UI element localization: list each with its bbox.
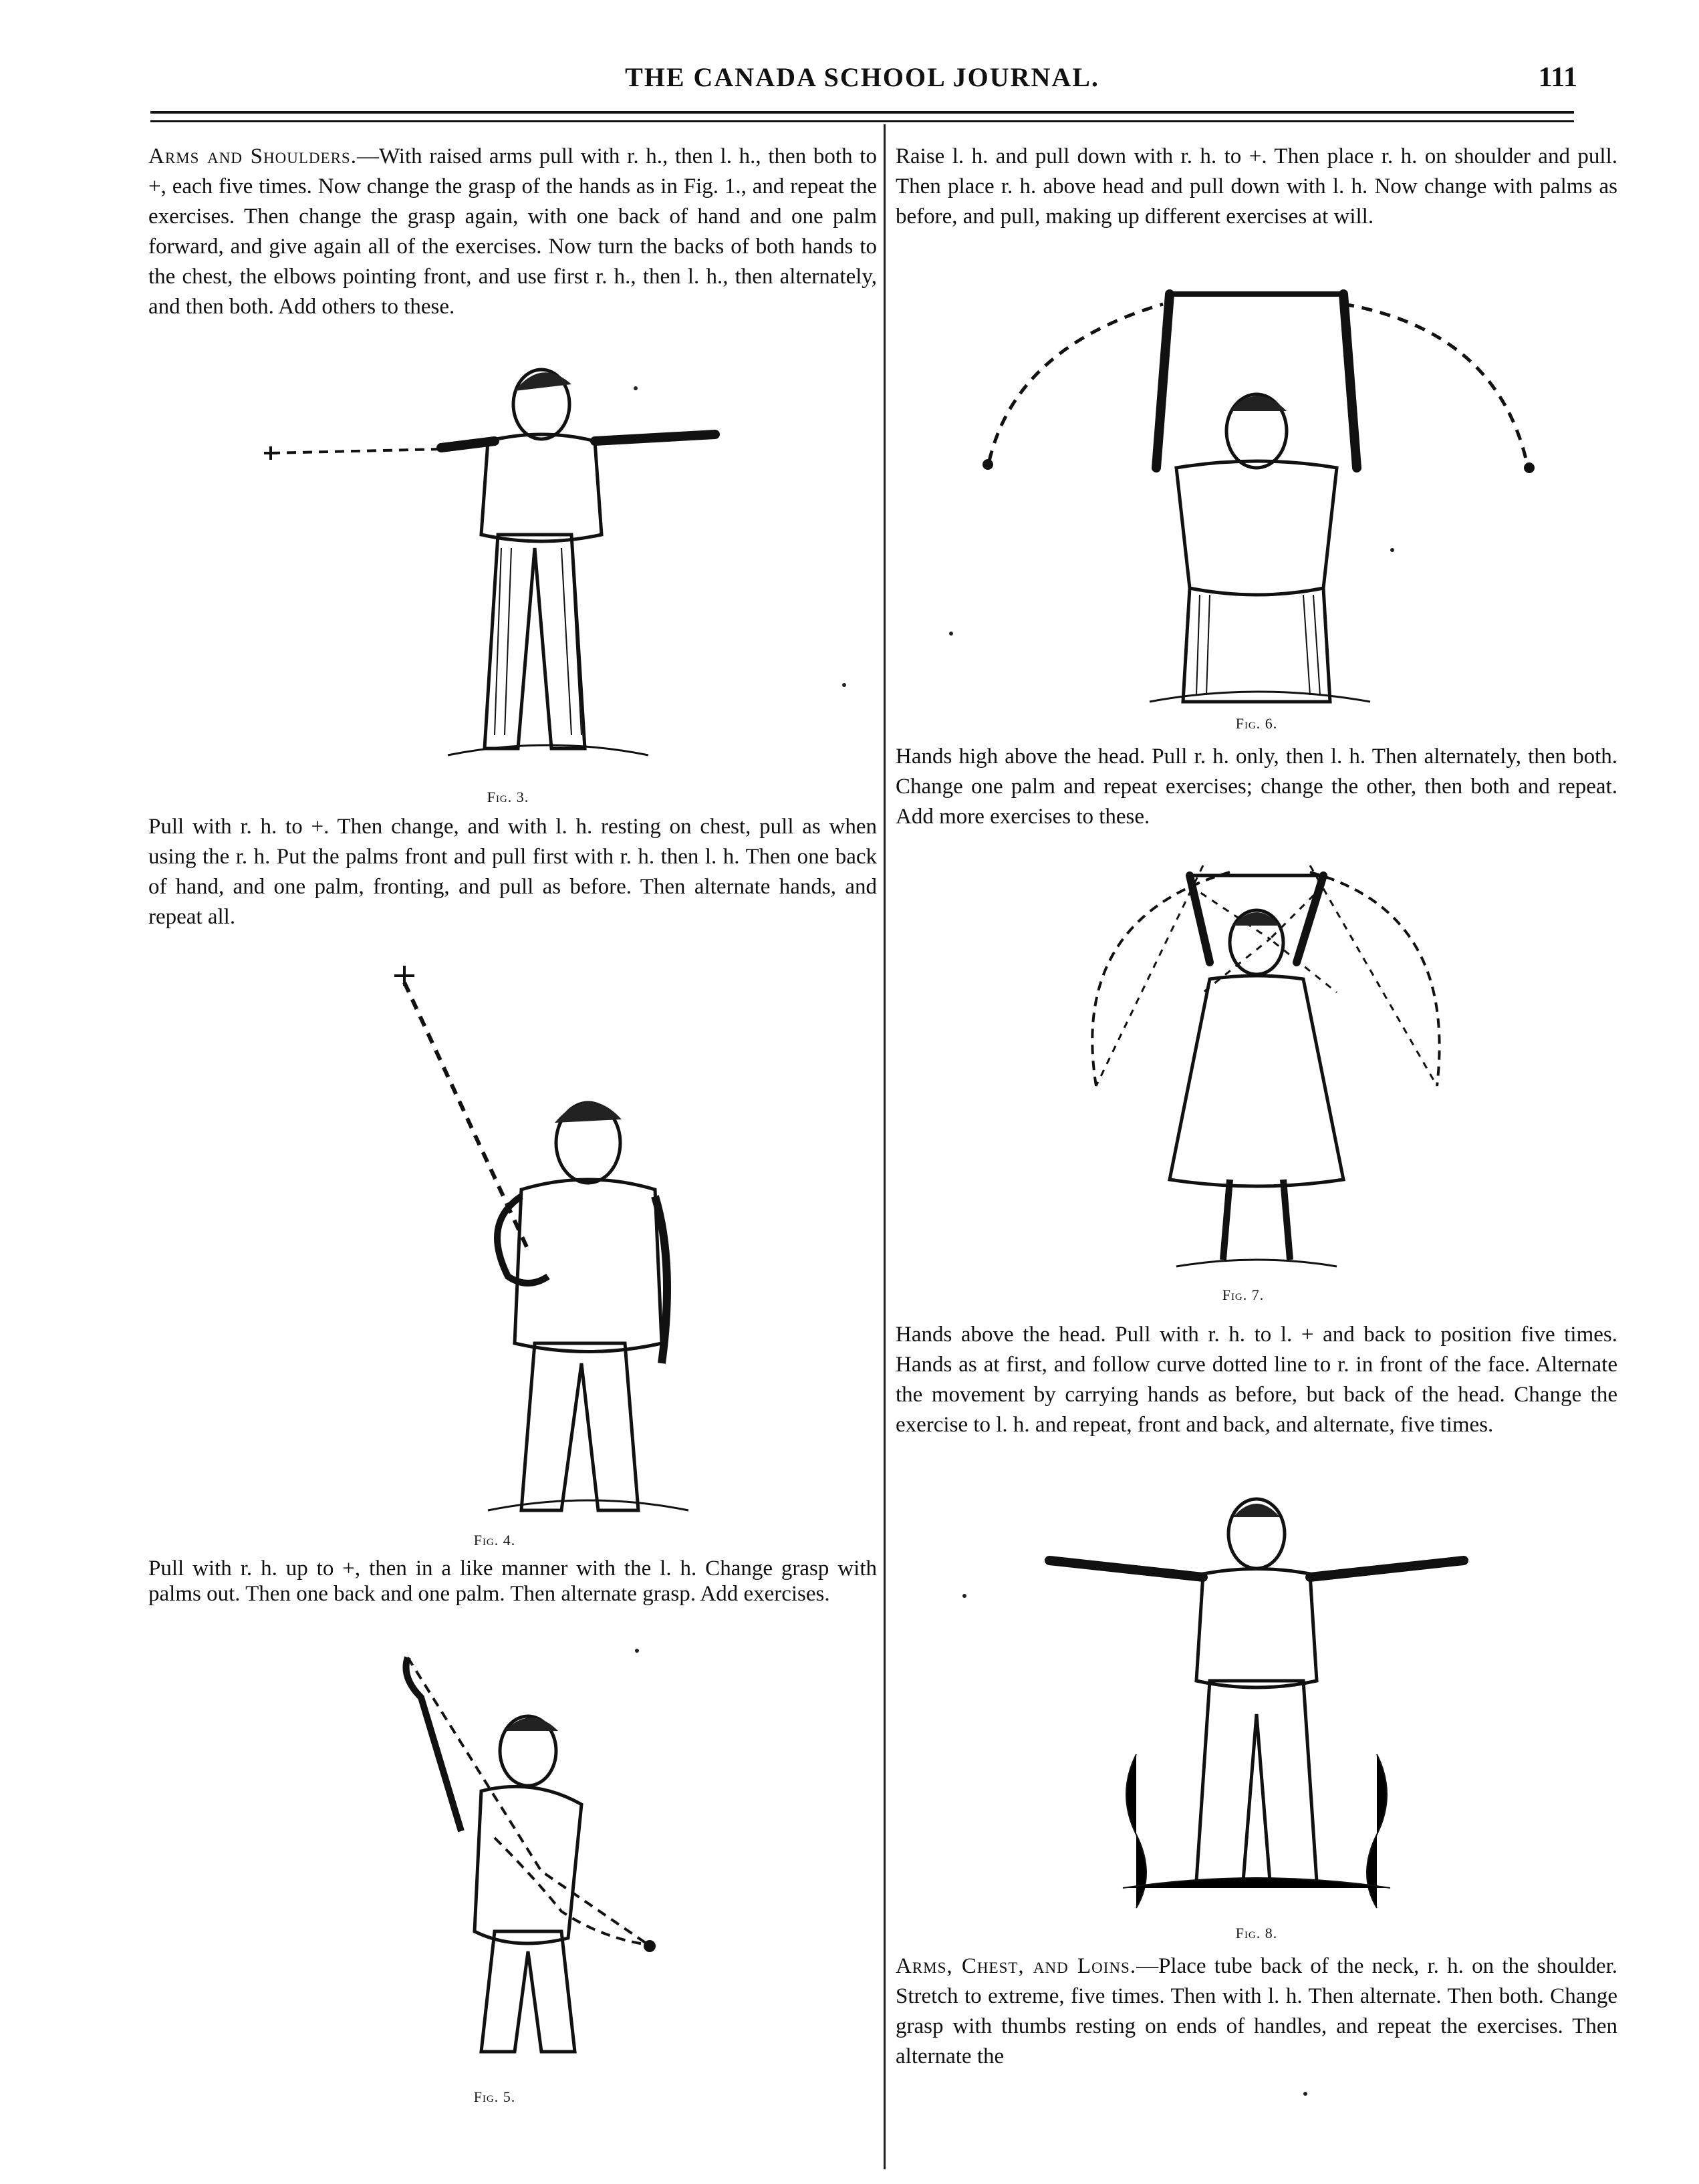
paragraph-fig7-exercise: Hands high above the head. Pull r. h. only, then l. h. Then alternately, then both. Change one palm and repeat exercises; change the other, then both and repeat. Add more exercises to these. xyxy=(896,744,1617,829)
figure-7-caption: Fig. 7. xyxy=(1222,1286,1265,1303)
paragraph-body: —Place tube back of the neck, r. h. on the shoulder. Stretch to extreme, five times. Then with l. h. Then alternate. Then both. Change grasp with thumbs resting on ends of handles, and repeat the exercises. Then alternate the xyxy=(896,1954,1617,2068)
figure-3-illustration xyxy=(261,354,769,782)
figure-4-illustration xyxy=(354,962,702,1530)
figure-8-illustration xyxy=(1043,1487,1470,1915)
figure-8-caption: Fig. 8. xyxy=(1235,1925,1278,1941)
paragraph-fig6-exercise: Raise l. h. and pull down with r. h. to +. Then place r. h. on shoulder and pull. Then place r. h. above head and pull down with l. h. Now change with palms as before, and pull, making up different exercises at will. xyxy=(896,144,1617,229)
page-header xyxy=(147,61,1577,108)
figure-7-illustration xyxy=(1069,852,1444,1280)
print-speck xyxy=(634,386,638,390)
print-speck xyxy=(842,683,846,687)
print-speck xyxy=(1303,2092,1307,2096)
figure-4-caption: Fig. 4. xyxy=(473,1532,516,1548)
header-rule-thin xyxy=(150,120,1574,122)
paragraph-arms-chest-loins xyxy=(896,1951,1617,2072)
print-speck xyxy=(1390,548,1394,552)
print-speck xyxy=(949,632,953,636)
figure-5-illustration xyxy=(361,1644,682,2072)
paragraph-fig3-exercise: Pull with r. h. to +. Then change, and with l. h. resting on chest, pull as when using the r. h. Put the palms front and pull first with r. h. then l. h. Then one back of hand, and one palm, fronting, and pull as before. Then alternate hands, and repeat all. xyxy=(148,815,877,929)
header-rule xyxy=(150,111,1574,114)
print-speck xyxy=(635,1649,639,1653)
paragraph-arms-shoulders xyxy=(148,142,877,322)
paragraph-fig4-exercise: Pull with r. h. up to +, then in a like manner with the l. h. Change grasp with palms out. Then one back and one palm. Then alternate grasp. Add exercises. xyxy=(148,1556,877,1606)
section-lead: Arms, Chest, and Loins. xyxy=(896,1954,1137,1978)
page-number: 111 xyxy=(1538,62,1577,93)
figure-5-caption: Fig. 5. xyxy=(473,2088,516,2105)
running-title: THE CANADA SCHOOL JOURNAL. xyxy=(625,62,1099,92)
paragraph-body: —With raised arms pull with r. h., then l. h., then both to +, each five times. Now change the grasp of the hands as in Fig. 1., and repeat the exercises. Then change the grasp again, with one back of hand and one palm forward, and give again all of the exercises. Now turn the backs of both hands to the chest, the elbows pointing front, and use first r. h., then l. h., then alternately, and then both. Add others to these. xyxy=(148,144,877,319)
figure-6-caption: Fig. 6. xyxy=(1235,715,1278,732)
section-lead: Arms and Shoulders. xyxy=(148,144,357,168)
figure-6-illustration xyxy=(969,267,1557,715)
paragraph-fig8-exercise: Hands above the head. Pull with r. h. to l. + and back to position five times. Hands as at first, and follow curve dotted line to r. in front of the face. Alternate the movement by carrying hands as before, but back of the head. Change the exercise to l. h. and repeat, front and back, and alternate, five times. xyxy=(896,1323,1617,1437)
figure-3-caption: Fig. 3. xyxy=(487,789,529,805)
print-speck xyxy=(962,1594,966,1598)
column-divider xyxy=(884,124,886,2169)
